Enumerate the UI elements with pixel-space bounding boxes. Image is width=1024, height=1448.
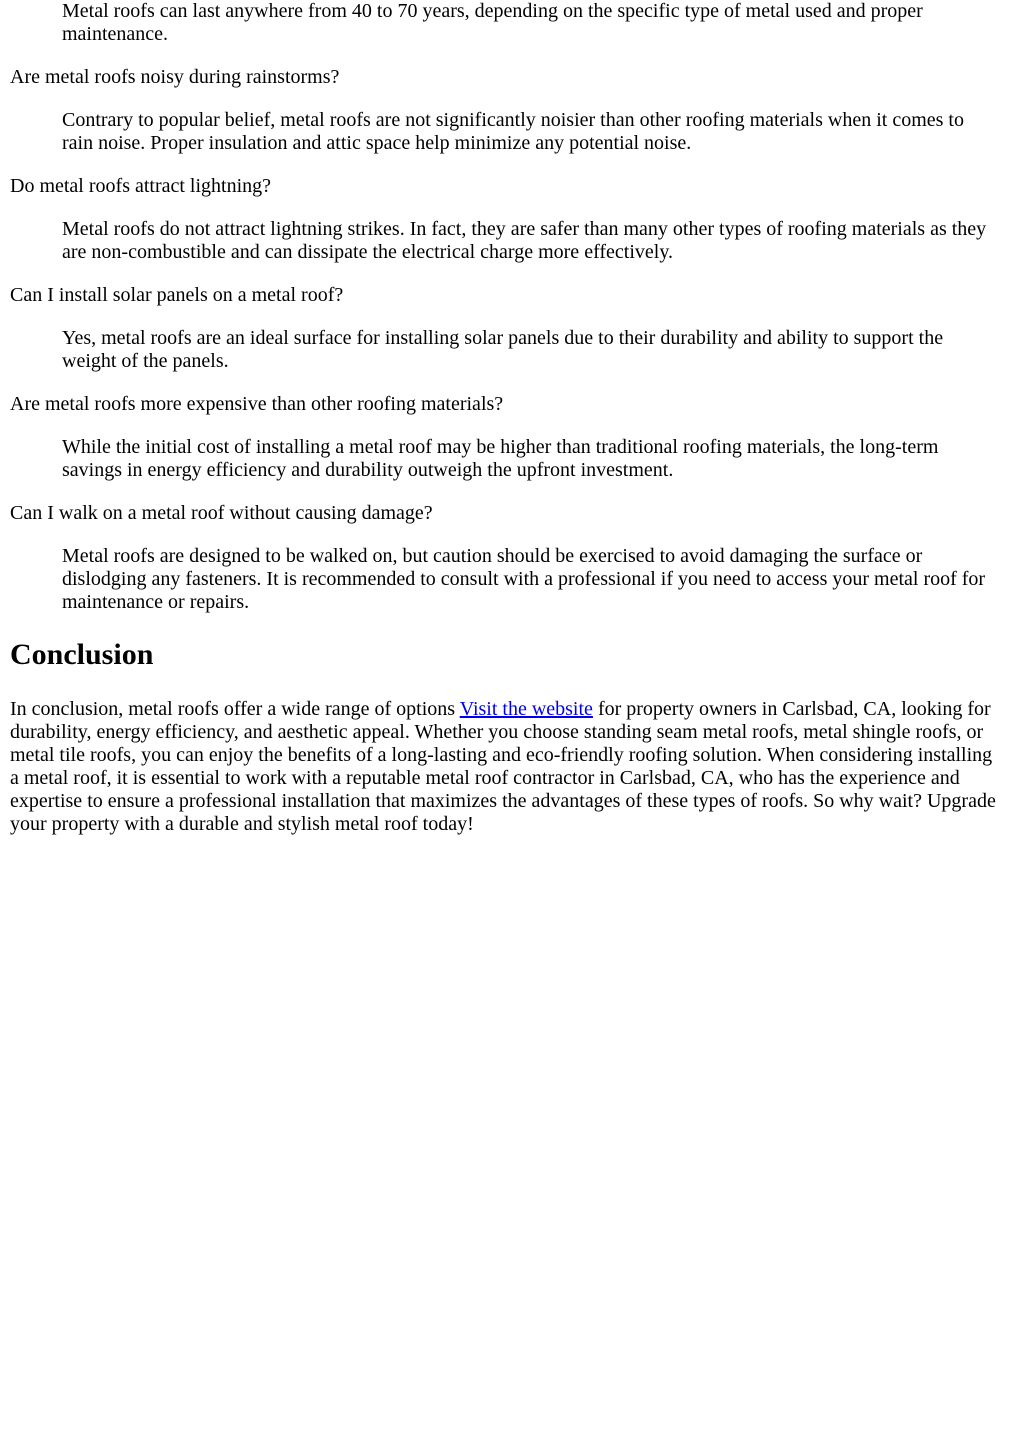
faq-answer-solar: Yes, metal roofs are an ideal surface for installing solar panels due to their durability and ability to support the weight of the panels. [62,327,944,372]
faq-answer-cost: While the initial cost of installing a metal roof may be higher than traditional roofing materials, the long-term savings in energy efficiency and durability outweigh the upfront investment. [62,436,939,481]
faq-answer-lightning: Metal roofs do not attract lightning strikes. In fact, they are safer than many other types of roofing materials as they are non-combustible and can dissipate the electrical charge more effectively. [62,218,987,263]
faq-answer-noise: Contrary to popular belief, metal roofs are not significantly noisier than other roofing materials when it comes to rain noise. Proper insulation and attic space help minimize any potential noise. [62,109,964,154]
faq-question-cost: Are metal roofs more expensive than other roofing materials? [10,393,504,415]
faq-question-solar: Can I install solar panels on a metal roof? [10,284,344,306]
faq-question-noise: Are metal roofs noisy during rainstorms? [10,66,340,88]
conclusion-text-end: for property owners in Carlsbad, CA, looking for durability, energy efficiency, and aesthetic appeal. Whether you choose standing seam metal roofs, metal shingle roofs, or metal tile roofs, you can enjoy the benefits of a long-lasting and eco-friendly roofing solution. When considering installing a metal roof, it is essential to work with a reputable metal roof contractor in Carlsbad, CA, who has the experience and expertise to ensure a professional installation that maximizes the advantages of these types of roofs. So why wait? Upgrade your property with a durable and stylish metal roof today! [10,698,996,835]
faq-question-walk: Can I walk on a metal roof without causing damage? [10,502,433,524]
faq-answer-lifespan: Metal roofs can last anywhere from 40 to 70 years, depending on the specific type of metal used and proper maintenance. [62,0,923,45]
conclusion-paragraph [10,698,1014,836]
visit-website-link[interactable]: Visit the website [459,698,593,720]
conclusion-heading: Conclusion [10,638,154,671]
faq-question-lightning: Do metal roofs attract lightning? [10,175,272,197]
conclusion-text-start: In conclusion, metal roofs offer a wide range of options [10,698,460,720]
faq-answer-walk: Metal roofs are designed to be walked on, but caution should be exercised to avoid damaging the surface or dislodging any fasteners. It is recommended to consult with a professional if you need to access your metal roof for maintenance or repairs. [62,545,986,613]
